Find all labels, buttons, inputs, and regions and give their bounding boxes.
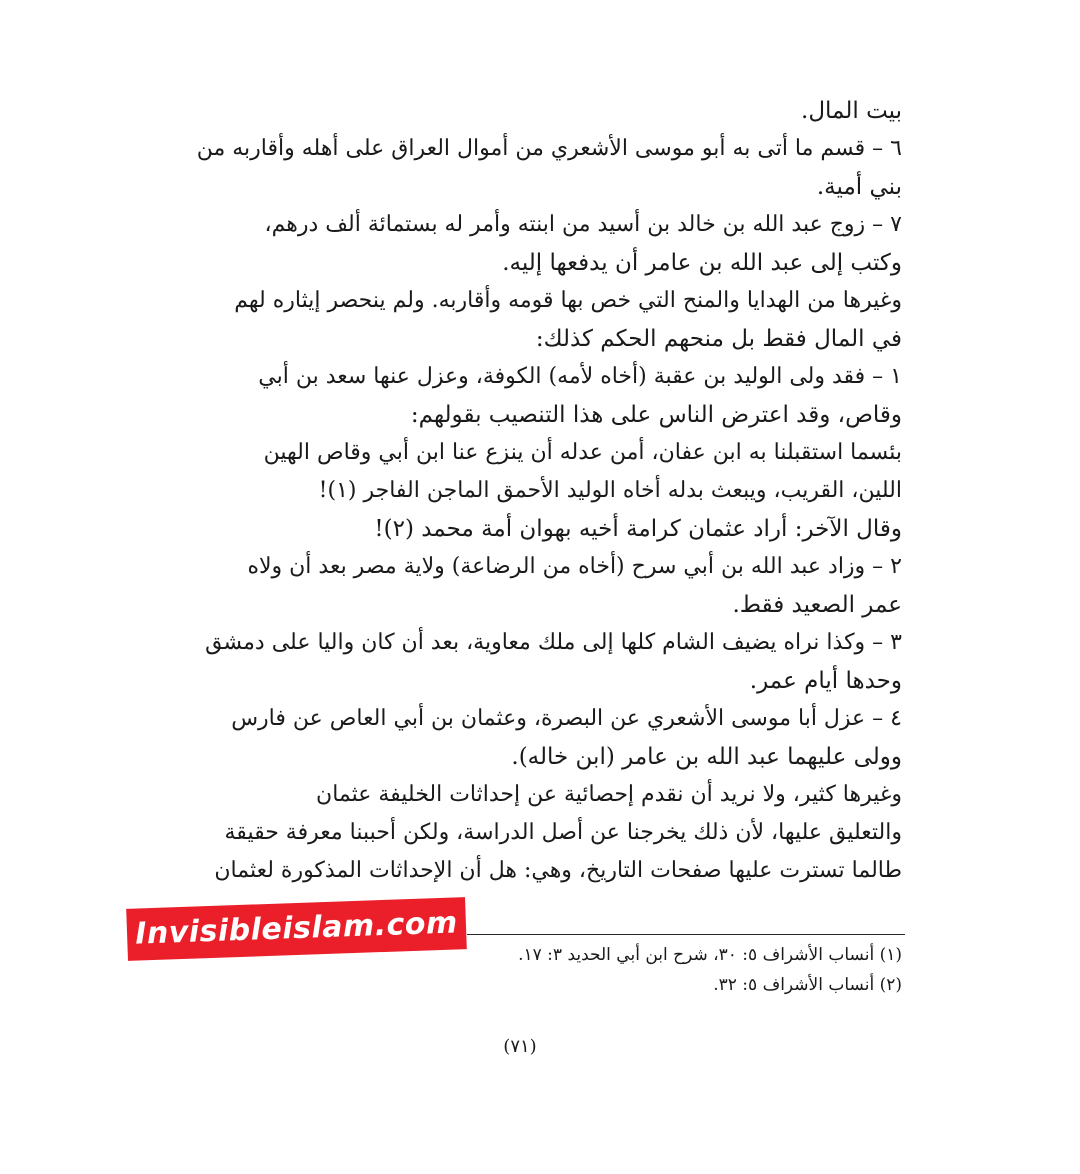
text-line: ٦ – قسم ما أتى به أبو موسى الأشعري من أموال العراق على أهله وأقاربه من <box>196 136 902 161</box>
text-line: وكتب إلى عبد الله بن عامر أن يدفعها إليه. <box>502 250 902 276</box>
text-line: وقاص، وقد اعترض الناس على هذا التنصيب بقولهم: <box>410 402 902 428</box>
footnotes <box>302 940 902 1000</box>
text-line: ٧ – زوج عبد الله بن خالد بن أسيد من ابنته وأمر له بستمائة ألف درهم، <box>264 212 902 237</box>
text-line: وقال الآخر: أراد عثمان كرامة أخيه بهوان أمة محمد (٢)! <box>374 516 902 542</box>
page-number: (٧١) <box>503 1036 537 1057</box>
text-line: بني أمية. <box>816 174 902 200</box>
text-line: وحدها أيام عمر. <box>749 668 902 694</box>
text-line: بيت المال. <box>801 98 902 124</box>
text-line: اللين، القريب، ويبعث بدله أخاه الوليد الأحمق الماجن الفاجر (١)! <box>318 478 902 503</box>
text-line: وولى عليهما عبد الله بن عامر (ابن خاله). <box>511 744 902 770</box>
text-line: طالما تسترت عليها صفحات التاريخ، وهي: هل أن الإحداثات المذكورة لعثمان <box>214 858 902 883</box>
text-line: ٢ – وزاد عبد الله بن أبي سرح (أخاه من الرضاعة) ولاية مصر بعد أن ولاه <box>247 554 902 579</box>
text-line: عمر الصعيد فقط. <box>732 592 902 618</box>
text-line: ٣ – وكذا نراه يضيف الشام كلها إلى ملك معاوية، بعد أن كان واليا على دمشق <box>205 630 902 655</box>
footnote: (٢) أنساب الأشراف ٥: ٣٢. <box>713 975 902 995</box>
footnote: (١) أنساب الأشراف ٥: ٣٠، شرح ابن أبي الحديد ٣: ١٧. <box>518 945 902 965</box>
text-line: في المال فقط بل منحهم الحكم كذلك: <box>535 326 902 352</box>
text-line: ٤ – عزل أبا موسى الأشعري عن البصرة، وعثمان بن أبي العاص عن فارس <box>231 706 902 731</box>
watermark-logo: Invisibleislam.com <box>126 897 467 961</box>
text-line: وغيرها من الهدايا والمنح التي خص بها قومه وأقاربه. ولم ينحصر إيثاره لهم <box>234 288 902 313</box>
text-line: وغيرها كثير، ولا نريد أن نقدم إحصائية عن إحداثات الخليفة عثمان <box>316 782 902 807</box>
footnote-divider <box>467 934 905 935</box>
text-line: والتعليق عليها، لأن ذلك يخرجنا عن أصل الدراسة، ولكن أحببنا معرفة حقيقة <box>224 820 902 845</box>
text-line: ١ – فقد ولى الوليد بن عقبة (أخاه لأمه) الكوفة، وعزل عنها سعد بن أبي <box>258 364 902 389</box>
text-line: بئسما استقبلنا به ابن عفان، أمن عدله أن ينزع عنا ابن أبي وقاص الهين <box>263 440 902 465</box>
body-text <box>172 92 902 890</box>
